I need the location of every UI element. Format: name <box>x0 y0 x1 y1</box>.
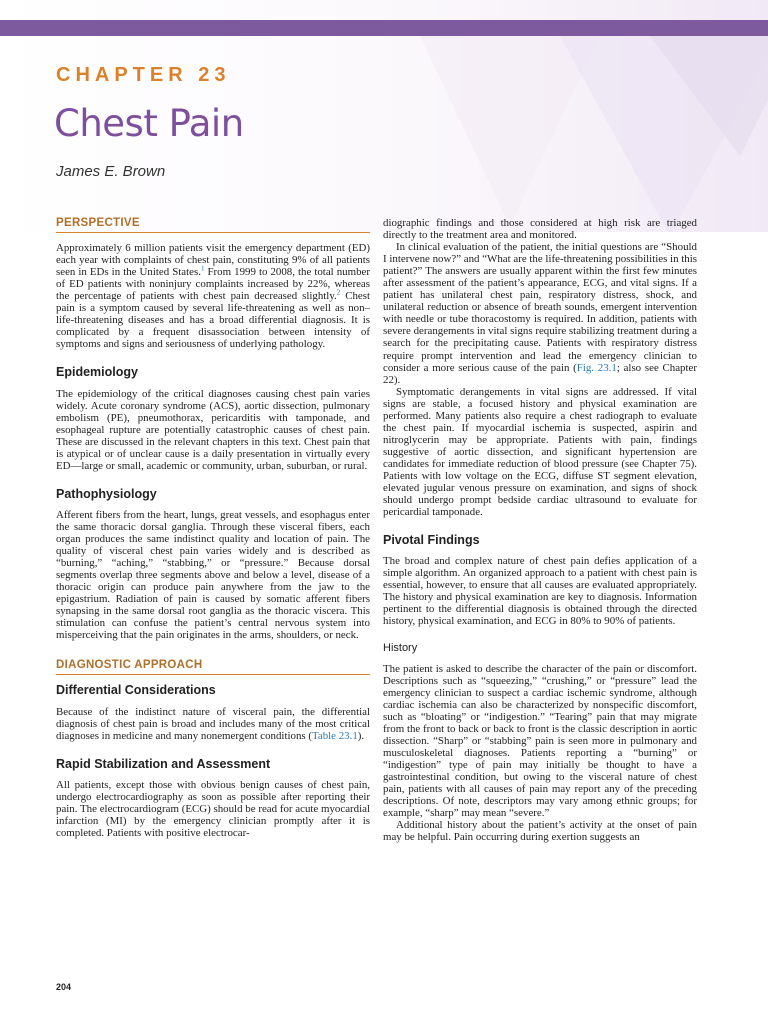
right-column <box>383 217 697 843</box>
paragraph: Approximately 6 million patients visit the emergency department (ED) each year with complaints of chest pain, constituting 9% of all patients seen in EDs in the United States.$^1$ From 1999 to 2008, the total number of ED patients with noninjury complaints increased by 22%, whereas the percentage of patients with chest pain decreased slightly.$^2$ Chest pain is a symptom caused by several life-threatening as well as non–life-threatening diseases and has a broad differential diagnosis. It is complicated by a frequent disassociation between intensity of symptoms and signs and seriousness of underlying pathology. <box>56 242 370 351</box>
paragraph: Afferent fibers from the heart, lungs, great vessels, and esophagus enter the same thoracic dorsal ganglia. Through these visceral fibers, each organ produces the same indistinct quality and location of pain. The quality of visceral chest pain varies widely and is described as “burning,” “aching,” “stabbing,” or “pressure.” Because dorsal segments overlap three segments above and below a level, disease of a thoracic origin can produce pain anywhere from the jaw to the epigastrium. Radiation of pain is caused by somatic afferent fibers synapsing in the same dorsal root ganglia as the thoracic viscera. This stimulation can confuse the patient’s central nervous system into misperceiving that the pain originates in the arms, shoulders, or neck. <box>56 508 370 642</box>
chapter-title: Chest Pain <box>54 102 244 145</box>
section-heading-perspective: PERSPECTIVE <box>56 217 370 233</box>
subheading-pathophysiology: Pathophysiology <box>56 486 157 501</box>
paragraph: Because of the indistinct nature of visceral pain, the differential diagnosis of chest pain is broad and includes many of the most critical diagnoses in medicine and many nonemergent conditions (Table 23.1). <box>56 705 370 742</box>
paragraph: The patient is asked to describe the character of the pain or discomfort. Descriptions such as “squeezing,” “crushing,” or “pressure” lead the emergency clinician to suspect a cardiac ischemic syndrome, although cardiac ischemia can also be characterized by nonspecific discomfort, such as “bloating” or “indigestion.” “Tearing” pain that may migrate from the front to back or back to front is the classic description in aortic dissection. “Sharp” or “stabbing” pain is seen more in pulmonary and musculoskeletal diagnoses. Patients reporting a “burning” or “indigestion” type of pain may initially be thought to have a gastrointestinal condition, but owing to the visceral nature of chest pain, patients with all causes of pain may report any of the preceding descriptions. Of note, descriptors may vary among ethnic groups; for example, “sharp” may mean “severe.” <box>383 662 697 820</box>
paragraph: All patients, except those with obvious benign causes of chest pain, undergo electrocardiography as soon as possible after reporting their pain. The electrocardiogram (ECG) should be read for acute myocardial infarction (MI) by the emergency clinician promptly after it is completed. Patients with positive electrocar- <box>56 778 370 839</box>
decorative-shape <box>650 36 768 156</box>
citation[interactable]: 1 <box>200 264 205 273</box>
citation[interactable]: 2 <box>336 288 341 297</box>
figure-link[interactable]: Fig. 23.1 <box>576 361 617 374</box>
subheading-epidemiology: Epidemiology <box>56 365 138 380</box>
subheading-differential-considerations: Differential Considerations <box>56 683 216 698</box>
header-color-band <box>0 20 768 36</box>
paragraph: In clinical evaluation of the patient, the initial questions are “Should I intervene now?” and “What are the life-threatening possibilities in this patient?” The answers are usually apparent within the first few minutes after assessment of the patient’s appearance, ECG, and vital signs. If a patient has unilateral chest pain, respiratory distress, shock, and unilateral reduction or absence of breath sounds, emergent intervention with needle or tube thoracostomy is required. In addition, patients with severe derangements in vital signs require stabilizing treatment during a search for the precipitating cause. Patients with respiratory distress require prompt intervention and lead the emergency clinician to consider a more serious cause of the pain (Fig. 23.1; also see Chapter 22). <box>383 241 697 386</box>
paragraph: Symptomatic derangements in vital signs are addressed. If vital signs are stable, a focused history and physical examination are performed. Many patients also require a chest radiograph to evaluate the chest pain. If myocardial ischemia is suspected, aspirin and nitroglycerin may be appropriate. Patients with pain, findings suggestive of aortic dissection, and significant hypertension are candidates for immediate reduction of blood pressure (see Chapter 75). Patients with low voltage on the ECG, diffuse ST segment elevation, elevated jugular venous pressure on examination, and signs of shock should undergo prompt bedside cardiac ultrasound to evaluate for pericardial tamponade. <box>383 385 697 519</box>
paragraph: The broad and complex nature of chest pain defies application of a simple algorithm. An organized approach to a patient with chest pain is essential, however, to ensure that all causes are evaluated appropriately. The history and physical examination are key to diagnosis. Information pertinent to the differential diagnosis is obtained through the directed history, physical examination, and ECG in 80% to 90% of patients. <box>383 555 697 628</box>
subheading-pivotal-findings: Pivotal Findings <box>383 533 480 548</box>
section-heading-diagnostic-approach: DIAGNOSTIC APPROACH <box>56 659 370 675</box>
page-number: 204 <box>56 982 72 992</box>
chapter-author: James E. Brown <box>56 163 166 180</box>
paragraph: diographic findings and those considered at high risk are triaged directly to the treatment area and monitored. <box>383 217 697 242</box>
table-link[interactable]: Table 23.1 <box>311 729 358 742</box>
paragraph: Additional history about the patient’s activity at the onset of pain may be helpful. Pain occurring during exertion suggests an <box>383 819 697 844</box>
paragraph: The epidemiology of the critical diagnoses causing chest pain varies widely. Acute coronary syndrome (ACS), aortic dissection, pulmonary embolism (PE), pneumothorax, pericarditis with tamponade, and esophageal rupture are potentially catastrophic causes of chest pain. These are discussed in the relevant chapters in this text. Chest pain that is atypical or of unclear cause is a daily presentation in virtually every ED—large or small, academic or community, urban, suburban, or rural. <box>56 387 370 472</box>
subheading-history: History <box>383 641 418 654</box>
subheading-rapid-stabilization: Rapid Stabilization and Assessment <box>56 756 271 771</box>
left-column <box>56 217 370 839</box>
chapter-label: CHAPTER 23 <box>56 64 231 86</box>
